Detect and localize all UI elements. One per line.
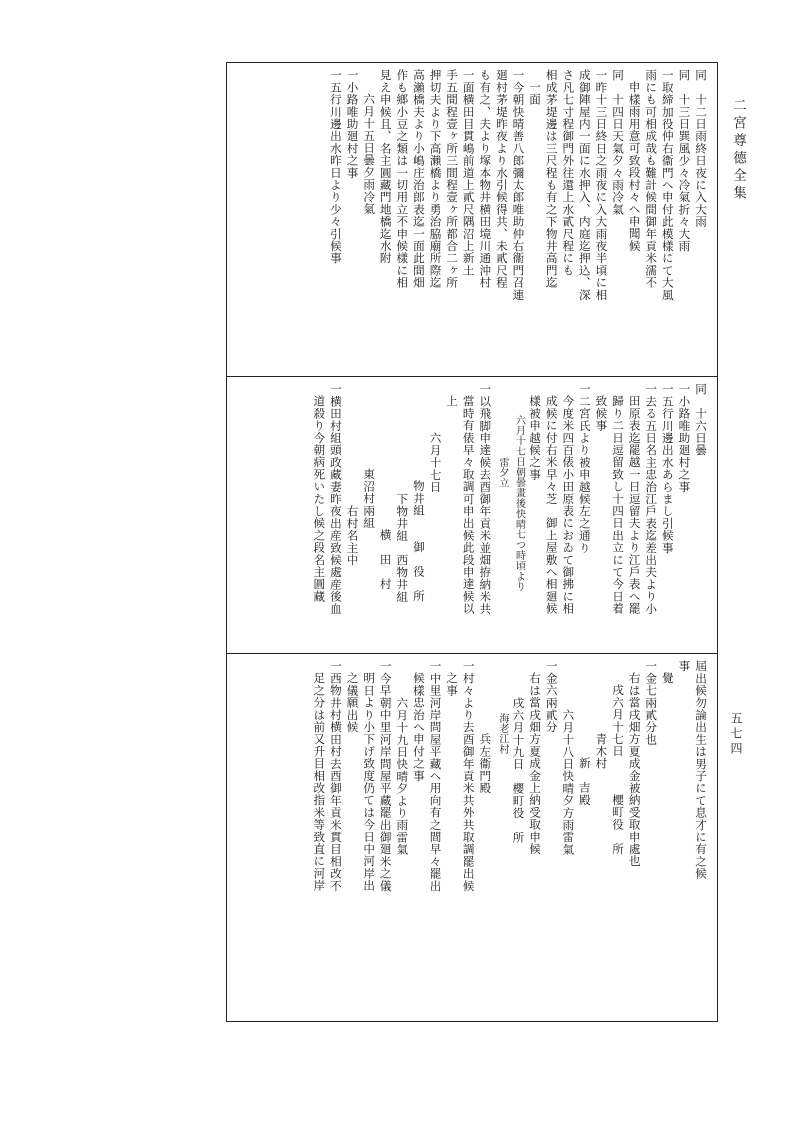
text-column: 高瀨橋夫より小嶋庄治郎表迄一面此間畑 xyxy=(411,69,426,289)
text-column: 成御陣屋内一面に水押入、内庭迄押込、深 xyxy=(577,69,592,301)
text-column: 横 田 村 xyxy=(378,529,393,591)
text-column: 六月十九日快晴夕より雨雷氣 xyxy=(395,696,410,856)
text-column: 雨にも可相成哉も難計候間御年貢米濡不 xyxy=(644,69,659,289)
text-column: 一今早朝中里河岸問屋平藏罷出御廻米之儀 xyxy=(378,660,393,892)
text-column: 一面横田目貫嶋前道上貳尺隅沼上新土 xyxy=(461,69,476,277)
text-column: 同 十二日雨終日夜に入大雨 xyxy=(694,69,708,228)
text-column: 六月十五日曇夕雨冷氣 xyxy=(362,93,377,216)
text-frame xyxy=(226,62,718,1022)
text-column: 屆出候勿論出生は男子にて息才に有之候 xyxy=(694,660,708,880)
text-column: 押切夫より下高瀨橋より勇治脇廟所際迄 xyxy=(428,69,443,289)
book-title: 二宮尊德全集 xyxy=(730,98,746,203)
text-column: 致候事 xyxy=(594,395,609,432)
text-column: 六月十七日朝曇畫後快晴七つ時頃より xyxy=(513,414,525,592)
band-top xyxy=(227,63,717,376)
text-column: 下物井組 西物井組 xyxy=(395,492,410,603)
text-column: 一小路唯助廻村之事 xyxy=(345,69,360,179)
text-column: 一五行川邊出水あらまし引候事 xyxy=(660,383,675,554)
text-column: 戌六月十九日 櫻町役 所 xyxy=(511,696,526,843)
band-middle-text xyxy=(231,383,709,647)
text-column: 一二宮氏より被申越候左之通り xyxy=(577,383,592,554)
text-column: 明日より小下げ致度仍ては今日中河岸出 xyxy=(362,672,377,892)
text-column: 一金六兩貳分 xyxy=(544,660,559,734)
text-column: 候樣忠治へ申付之事 xyxy=(411,672,426,782)
text-column: 雷夕立 xyxy=(496,456,508,488)
text-column: 申樣雨用意可致段村々へ申聞候 xyxy=(627,81,642,252)
text-column: 同 十四日天氣夕々雨冷氣 xyxy=(611,69,626,216)
text-column: 田原表迄罷越一日逗留夫より江戶表へ罷 xyxy=(627,395,642,615)
text-column: 見え申候且、名主圓藏門地橋迄水附 xyxy=(378,69,393,265)
text-column: 一取締加役仲右衞門へ申付此模樣にて大風 xyxy=(660,69,675,301)
text-column: 物井組 御 役 所 xyxy=(411,480,426,603)
text-column: 之事 xyxy=(445,672,460,697)
text-column: 新 吉殿 xyxy=(577,757,592,807)
text-column: 足之分は前又升目相改指米等致直に河岸 xyxy=(312,672,327,892)
text-column: 一去る五日名主忠治江戶表迄差出夫より小 xyxy=(644,383,659,615)
band-middle xyxy=(227,377,717,653)
band-bottom-text xyxy=(231,660,709,1015)
text-column: も有之、夫より塚本物井横田境川通沖村 xyxy=(478,69,493,289)
text-column: 道殺り今朝病死いたし候之段名主圓藏 xyxy=(312,395,327,603)
text-column: 戌六月十七日 櫻町役 所 xyxy=(611,684,626,856)
text-column: 當時有俵早々取調可申出候此段申達候以 xyxy=(461,395,476,615)
text-column: 一以飛脚申達候去酉御年貢米並畑拵納米共 xyxy=(478,383,493,615)
text-column: 作も鄉小豆之類は一切用立不申候樣に相 xyxy=(395,69,410,289)
text-column: 相成茅堤邊は三尺程も有之下物井高門迄 xyxy=(544,69,559,289)
text-column: 一西物井村横田村去酉御年貢米貫目相改不 xyxy=(328,660,343,892)
text-column: 一五行川邊出水昨日より少々引候事 xyxy=(328,69,343,265)
text-column: 樣被申越候之事 xyxy=(528,395,543,481)
text-column: 青木村 xyxy=(594,733,609,770)
text-column: 歸り二日逗留致し十四日出立にて今日着 xyxy=(611,395,626,615)
text-column: 一昨十三日終日之雨夜に入大雨夜半頃に相 xyxy=(594,69,609,301)
text-column: 一今朝快晴善八郎彌太郎唯助仲右衞門召連 xyxy=(511,69,526,301)
text-column: 一横田村組頭政藏妻昨夜出産致候處産後血 xyxy=(328,383,343,615)
text-column: 手五間程壹ヶ所三間程壹ヶ所都合二ヶ所 xyxy=(445,69,460,289)
text-column: 右村名主中 xyxy=(345,504,360,566)
text-column: 一小路唯助廻村之事 xyxy=(677,383,692,493)
text-column: 之儀願出候 xyxy=(345,672,360,734)
text-column: 今度米四百俵小田原表におゐて御拂に相 xyxy=(561,395,576,615)
text-column: 一中里河岸問屋平藏へ用向有之間早々罷出 xyxy=(428,660,443,892)
text-column: 一面 xyxy=(528,81,543,106)
text-column: 同 十六日曇 xyxy=(694,383,708,457)
text-column: 六月十八日快晴夕方雨雷氣 xyxy=(561,708,576,856)
text-column: 覺 xyxy=(660,672,675,685)
text-column: 兵左衞門殿 xyxy=(478,733,493,795)
text-column: 廻村茅堤昨夜より水引候得共、未貳尺程 xyxy=(494,69,509,289)
page-number: 五七四 xyxy=(729,712,743,757)
band-bottom xyxy=(227,654,717,1021)
text-column: 右は當戌畑方夏成金上納受取申候 xyxy=(528,672,543,856)
text-column: 右は當戌畑方夏成金被納受取申處也 xyxy=(627,672,642,868)
text-column: 成候に付右米早々芝 御上屋敷へ相廻候 xyxy=(544,395,559,615)
text-column: 六月十七日 xyxy=(428,431,443,493)
text-column: さ凡七寸程御門外往還上水貳尺程にも xyxy=(561,69,576,277)
text-column: 同 十三日巽風少々冷氣折々大雨 xyxy=(677,69,692,252)
text-column: 海老江村 xyxy=(496,712,508,755)
text-column: 一金七兩貳分也 xyxy=(644,660,659,746)
text-column: 一村々より去酉御年貢米共外共取調罷出候 xyxy=(461,660,476,892)
text-column: 東沼村兩組 xyxy=(362,468,377,530)
band-top-text xyxy=(231,69,709,370)
text-column: 事 xyxy=(677,660,692,673)
text-column: 上 xyxy=(445,395,460,408)
